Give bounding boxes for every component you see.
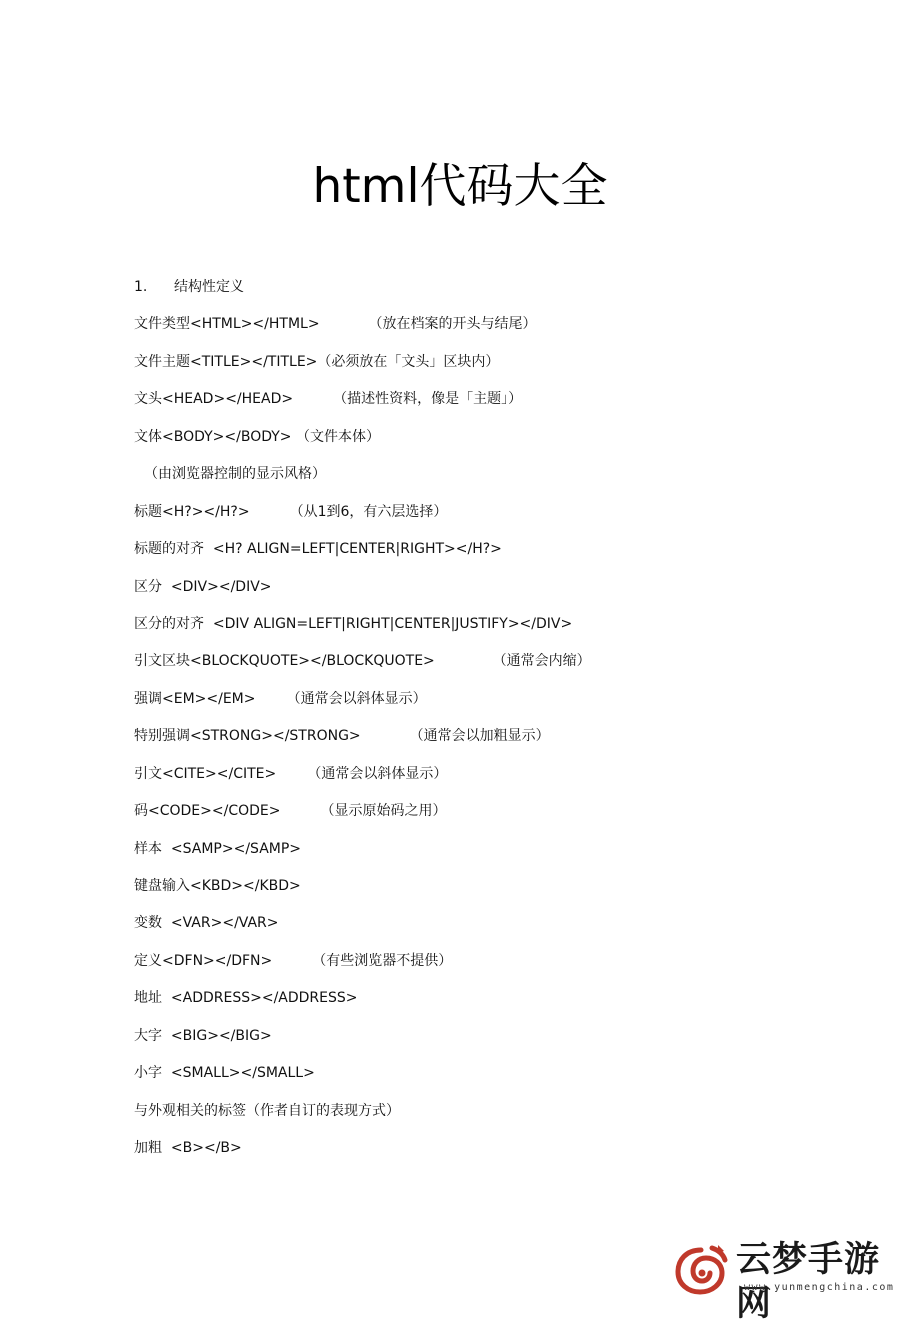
text-line: 特别强调<STRONG></STRONG> （通常会以加粗显示） [134, 728, 550, 745]
text-line: 变数 <VAR></VAR> [134, 915, 279, 932]
text-line: 大字 <BIG></BIG> [134, 1027, 272, 1044]
text-line: 1. 结构性定义 [134, 279, 245, 295]
text-line: 与外观相关的标签（作者自订的表现方式） [134, 1102, 400, 1119]
text-line: 样本 <SAMP></SAMP> [134, 840, 302, 857]
content-lines [134, 276, 834, 1175]
text-line: 文头<HEAD></HEAD> （描述性资料，像是「主题」） [134, 391, 523, 408]
text-line: 标题<H?></H?> （从1到6，有六层选择） [134, 503, 448, 520]
text-line: 区分的对齐 <DIV ALIGN=LEFT|RIGHT|CENTER|JUSTIFY></DIV> [134, 615, 573, 632]
watermark-url: www.yunmengchina.com [744, 1282, 895, 1293]
text-line: 小字 <SMALL></SMALL> [134, 1065, 315, 1082]
text-line: （由浏览器控制的显示风格） [144, 466, 326, 483]
text-line: 标题的对齐 <H? ALIGN=LEFT|CENTER|RIGHT></H?> [134, 541, 502, 558]
cloud-swirl-icon [672, 1242, 730, 1298]
text-line: 引文区块<BLOCKQUOTE></BLOCKQUOTE> （通常会内缩） [134, 653, 591, 670]
watermark-logo [672, 1238, 912, 1324]
text-line: 引文<CITE></CITE> （通常会以斜体显示） [134, 765, 448, 782]
text-line: 键盘输入<KBD></KBD> [134, 878, 301, 894]
document-title: html代码大全 [312, 159, 608, 214]
watermark-name: 云梦手游网 [736, 1239, 881, 1324]
text-line: 文件主题<TITLE></TITLE>（必须放在「文头」区块内） [134, 353, 500, 370]
text-line: 强调<EM></EM> （通常会以斜体显示） [134, 690, 427, 707]
text-line: 文件类型<HTML></HTML> （放在档案的开头与结尾） [134, 316, 537, 333]
text-line: 区分 <DIV></DIV> [134, 578, 272, 595]
text-line: 定义<DFN></DFN> （有些浏览器不提供） [134, 952, 453, 969]
text-line: 地址 <ADDRESS></ADDRESS> [134, 990, 358, 1007]
text-line: 加粗 <B></B> [134, 1140, 242, 1157]
text-line: 码<CODE></CODE> （显示原始码之用） [134, 803, 447, 820]
text-line: 文体<BODY></BODY> （文件本体） [134, 428, 380, 445]
